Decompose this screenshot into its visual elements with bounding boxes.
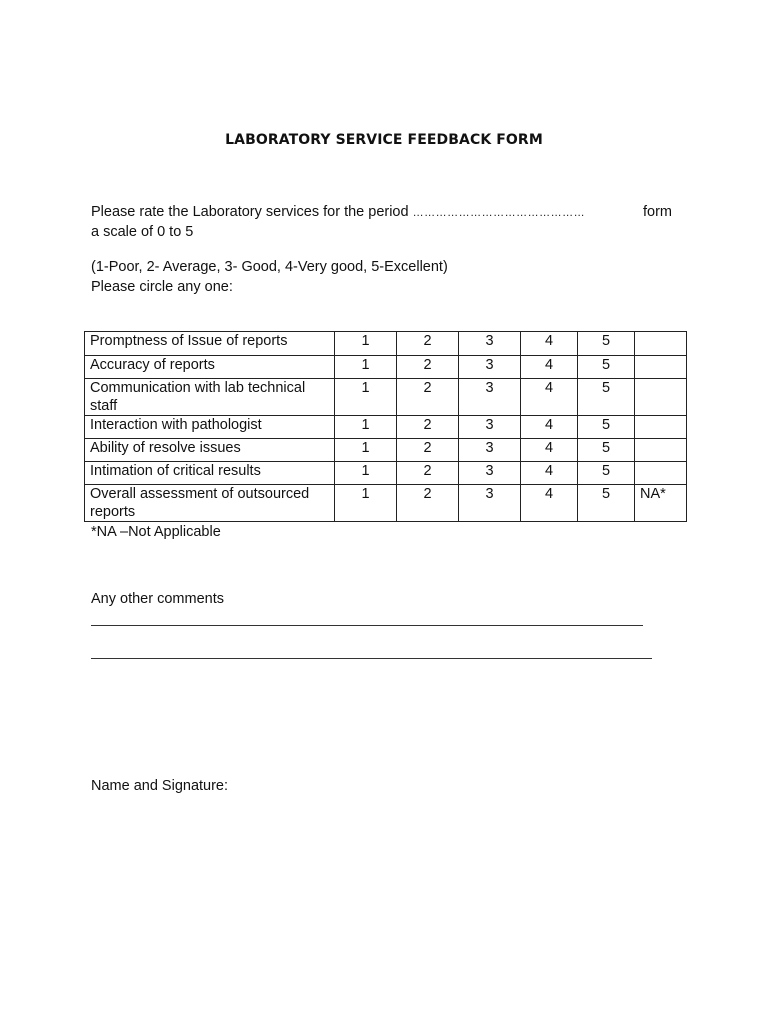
score-option-5[interactable]: 5 (578, 439, 635, 462)
score-option-3[interactable]: 3 (459, 379, 521, 416)
score-option-1[interactable]: 1 (335, 485, 397, 522)
score-option-2[interactable]: 2 (397, 439, 459, 462)
score-option-1[interactable]: 1 (335, 416, 397, 439)
table-row (85, 379, 687, 416)
score-option-5[interactable]: 5 (578, 332, 635, 356)
intro-prefix: Please rate the Laboratory services for the period (91, 204, 409, 220)
comment-line-2[interactable] (91, 658, 652, 659)
score-option-1[interactable]: 1 (335, 379, 397, 416)
table-row (85, 356, 687, 379)
score-option-3[interactable]: 3 (459, 439, 521, 462)
signature-label: Name and Signature: (91, 778, 229, 794)
footnote: *NA –Not Applicable (91, 524, 221, 540)
period-blank: ……………………………………… (412, 207, 586, 219)
criterion-label: Ability of resolve issues (85, 439, 335, 462)
intro-suffix: form (643, 204, 672, 220)
score-option-5[interactable]: 5 (578, 485, 635, 522)
score-option-1[interactable]: 1 (335, 356, 397, 379)
score-option-4[interactable]: 4 (521, 416, 578, 439)
score-option-4[interactable]: 4 (521, 485, 578, 522)
score-option-2[interactable]: 2 (397, 379, 459, 416)
table-row (85, 485, 687, 522)
score-option-4[interactable]: 4 (521, 332, 578, 356)
intro-line-1 (91, 202, 585, 223)
score-option-3[interactable]: 3 (459, 332, 521, 356)
na-option (635, 462, 687, 485)
score-option-5[interactable]: 5 (578, 416, 635, 439)
criterion-label: Promptness of Issue of reports (85, 332, 335, 356)
na-option (635, 356, 687, 379)
score-option-2[interactable]: 2 (397, 462, 459, 485)
na-option (635, 332, 687, 356)
score-option-2[interactable]: 2 (397, 416, 459, 439)
score-option-5[interactable]: 5 (578, 379, 635, 416)
score-option-4[interactable]: 4 (521, 462, 578, 485)
criterion-label: Communication with lab technical staff (85, 379, 335, 416)
score-option-4[interactable]: 4 (521, 356, 578, 379)
score-option-4[interactable]: 4 (521, 379, 578, 416)
criterion-label: Interaction with pathologist (85, 416, 335, 439)
score-option-1[interactable]: 1 (335, 462, 397, 485)
table-row (85, 416, 687, 439)
comment-line-1[interactable] (91, 625, 643, 626)
scale-legend: (1-Poor, 2- Average, 3- Good, 4-Very good, 5-Excellent) (91, 259, 448, 275)
criterion-label: Intimation of critical results (85, 462, 335, 485)
na-option (635, 439, 687, 462)
score-option-2[interactable]: 2 (397, 485, 459, 522)
intro-line-2: a scale of 0 to 5 (91, 224, 194, 240)
score-option-1[interactable]: 1 (335, 439, 397, 462)
na-option (635, 379, 687, 416)
criterion-label: Accuracy of reports (85, 356, 335, 379)
form-title: LABORATORY SERVICE FEEDBACK FORM (225, 132, 543, 148)
score-option-3[interactable]: 3 (459, 416, 521, 439)
score-option-3[interactable]: 3 (459, 356, 521, 379)
score-option-5[interactable]: 5 (578, 462, 635, 485)
table-row (85, 462, 687, 485)
criterion-label: Overall assessment of outsourced reports (85, 485, 335, 522)
na-option (635, 416, 687, 439)
score-option-3[interactable]: 3 (459, 462, 521, 485)
score-option-4[interactable]: 4 (521, 439, 578, 462)
comments-label: Any other comments (91, 591, 224, 607)
score-option-2[interactable]: 2 (397, 356, 459, 379)
na-option[interactable]: NA* (635, 485, 687, 522)
score-option-2[interactable]: 2 (397, 332, 459, 356)
table-row (85, 332, 687, 356)
rating-table (84, 331, 687, 522)
circle-instruction: Please circle any one: (91, 279, 233, 295)
table-row (85, 439, 687, 462)
score-option-3[interactable]: 3 (459, 485, 521, 522)
score-option-5[interactable]: 5 (578, 356, 635, 379)
score-option-1[interactable]: 1 (335, 332, 397, 356)
